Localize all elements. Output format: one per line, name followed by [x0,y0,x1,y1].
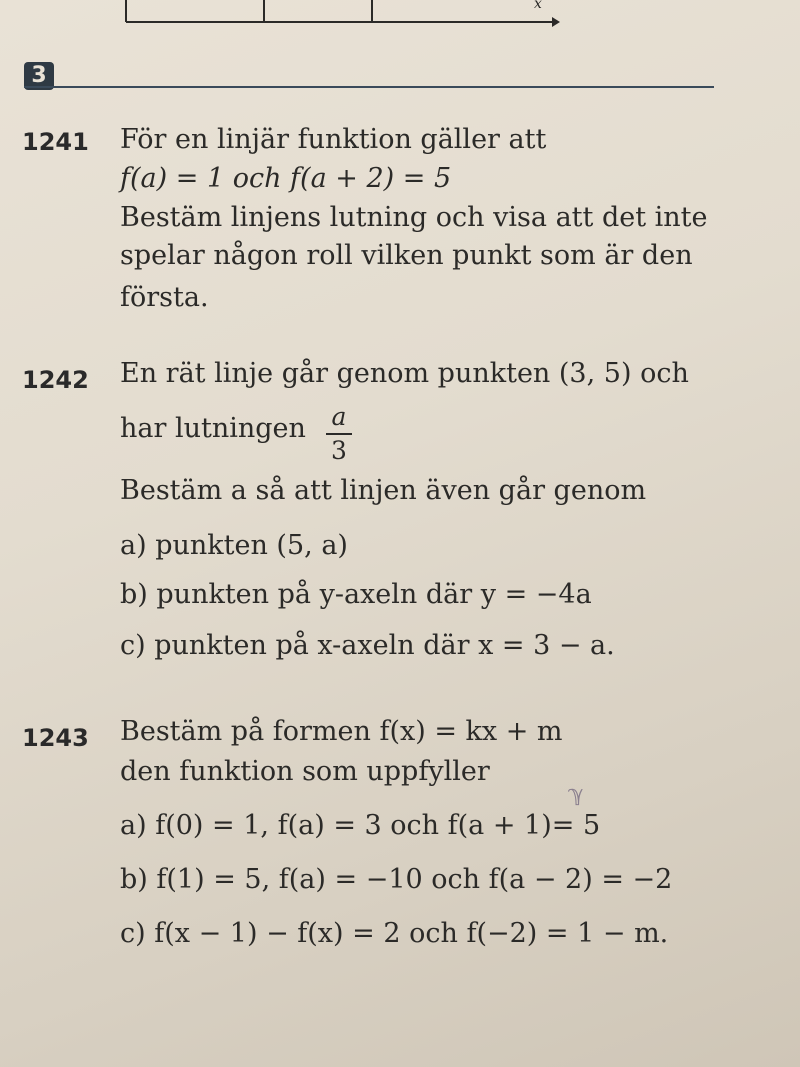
fraction-bar [326,433,352,435]
coordinate-axis-diagram [120,0,570,40]
fraction-denominator: 3 [331,436,347,465]
problem-1242-part-a: a) punkten (5, a) [120,530,348,561]
problem-1243-line-2: den funktion som uppfyller [120,756,490,787]
x-axis-label: x [534,0,542,12]
problem-1242-part-b: b) punkten på y-axeln där y = −4a [120,579,592,610]
section-badge: 3 [24,62,54,90]
problem-number-1242: 1242 [22,366,89,394]
problem-1241-line-1: För en linjär funktion gäller att [120,124,547,155]
problem-1242-line-3: Bestäm a så att linjen även går genom [120,475,647,506]
slope-fraction [326,403,352,465]
problem-number-1243: 1243 [22,724,89,752]
problem-1241-line-4: spelar någon roll vilken punkt som är den [120,240,693,271]
section-divider [24,86,714,88]
problem-number-1241: 1241 [22,128,89,156]
handwritten-mark: ℽ [568,782,585,807]
problem-1243-part-b: b) f(1) = 5, f(a) = −10 och f(a − 2) = −2 [120,864,673,895]
problem-1241-line-3: Bestäm linjens lutning och visa att det inte [120,202,708,233]
problem-1242-line-2: har lutningen [120,413,306,444]
problem-1241-line-2: f(a) = 1 och f(a + 2) = 5 [120,163,452,194]
problem-1243-part-a: a) f(0) = 1, f(a) = 3 och f(a + 1)= 5 [120,810,601,841]
problem-1243-part-c: c) f(x − 1) − f(x) = 2 och f(−2) = 1 − m. [120,918,669,949]
problem-1241-line-5: första. [120,282,209,313]
problem-1243-line-1: Bestäm på formen f(x) = kx + m [120,716,563,747]
fraction-numerator: a [331,402,347,431]
problem-1242-part-c: c) punkten på x-axeln där x = 3 − a. [120,630,615,661]
problem-1242-line-1: En rät linje går genom punkten (3, 5) och [120,358,689,389]
x-axis-arrow-icon [552,17,560,27]
